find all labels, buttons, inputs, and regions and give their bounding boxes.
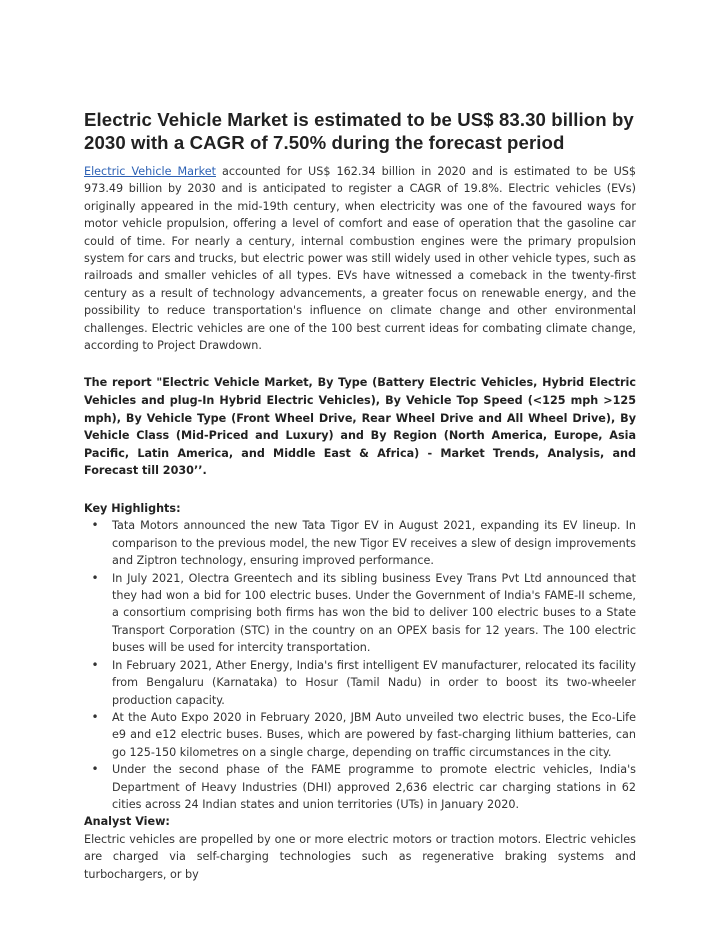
list-item bbox=[84, 657, 636, 709]
list-item bbox=[84, 709, 636, 761]
key-highlights-list bbox=[84, 517, 636, 813]
list-item-text: In February 2021, Ather Energy, India's first intelligent EV manufacturer, relocated its facility from Bengaluru (Karnataka) to Hosur (Tamil Nadu) in order to boost its two-wheeler production capacity. bbox=[112, 658, 636, 707]
intro-text: accounted for US$ 162.34 billion in 2020 and is estimated to be US$ 973.49 billion by 2030 and is anticipated to register a CAGR of 19.8%. Electric vehicles (EVs) originally appeared in the mid-19th century, when electricity was one of the favoured ways for motor vehicle propulsion, offering a level of comfort and ease of operation that the gasoline car could of time. For nearly a century, internal combustion engines were the primary propulsion system for cars and trucks, but electric power was still widely used in other vehicle types, such as railroads and smaller vehicles of all types. EVs have witnessed a comeback in the twenty-first century as a result of technology advancements, a greater focus on renewable energy, and the possibility to reduce transportation's influence on climate change and other environmental challenges. Electric vehicles are one of the 100 best current ideas for combating climate change, according to Project Drawdown. bbox=[84, 165, 636, 353]
intro-paragraph bbox=[84, 163, 636, 354]
page-title: Electric Vehicle Market is estimated to be US$ 83.30 billion by 2030 with a CAGR of 7.50% during the forecast period bbox=[84, 109, 634, 153]
bullet-icon: • bbox=[91, 657, 99, 672]
key-highlights-heading: Key Highlights: bbox=[84, 502, 181, 516]
list-item-text: Tata Motors announced the new Tata Tigor EV in August 2021, expanding its EV lineup. In comparison to the previous model, the new Tigor EV receives a slew of design improvements and Ziptron technology, ensuring improved performance. bbox=[112, 519, 636, 568]
bullet-icon: • bbox=[91, 709, 99, 724]
bullet-icon: • bbox=[91, 518, 99, 533]
report-paragraph: The report "Electric Vehicle Market, By Type (Battery Electric Vehicles, Hybrid Electric Vehicles and plug-In Hybrid Electric Vehicles), By Vehicle Top Speed (<125 mph >125 mph), By Vehicle Type (Front Wheel Drive, Rear Wheel Drive and All Wheel Drive), By Vehicle Class (Mid-Priced and Luxury) and By Region (North America, Europe, Asia Pacific, Latin America, and Middle East & Africa) - Market Trends, Analysis, and Forecast till 2030’’. bbox=[84, 376, 636, 478]
electric-vehicle-market-link[interactable]: Electric Vehicle Market bbox=[84, 165, 216, 178]
bullet-icon: • bbox=[91, 762, 99, 777]
list-item-text: In July 2021, Olectra Greentech and its sibling business Evey Trans Pvt Ltd announced that they had won a bid for 100 electric buses. Under the Government of India's FAME-II scheme, a consortium comprising both firms has won the bid to deliver 100 electric buses to a State Transport Corporation (STC) in the country on an OPEX basis for 12 years. The 100 electric buses will be used for intercity transportation. bbox=[112, 571, 636, 655]
analyst-view-heading: Analyst View: bbox=[84, 815, 170, 829]
list-item bbox=[84, 570, 636, 657]
analyst-view-paragraph: Electric vehicles are propelled by one or more electric motors or traction motors. Electric vehicles are charged via self-charging technologies such as regenerative braking systems and turbochargers, or by bbox=[84, 832, 636, 881]
list-item bbox=[84, 761, 636, 813]
document-page bbox=[84, 108, 636, 883]
list-item-text: Under the second phase of the FAME programme to promote electric vehicles, India's Department of Heavy Industries (DHI) approved 2,636 electric car charging stations in 62 cities across 24 Indian states and union territories (UTs) in January 2020. bbox=[112, 763, 636, 811]
list-item bbox=[84, 517, 636, 569]
bullet-icon: • bbox=[91, 570, 99, 585]
list-item-text: At the Auto Expo 2020 in February 2020, JBM Auto unveiled two electric buses, the Eco-Life e9 and e12 electric buses. Buses, which are powered by fast-charging lithium batteries, can go 125-150 kilometres on a single charge, depending on traffic circumstances in the city. bbox=[112, 710, 636, 759]
